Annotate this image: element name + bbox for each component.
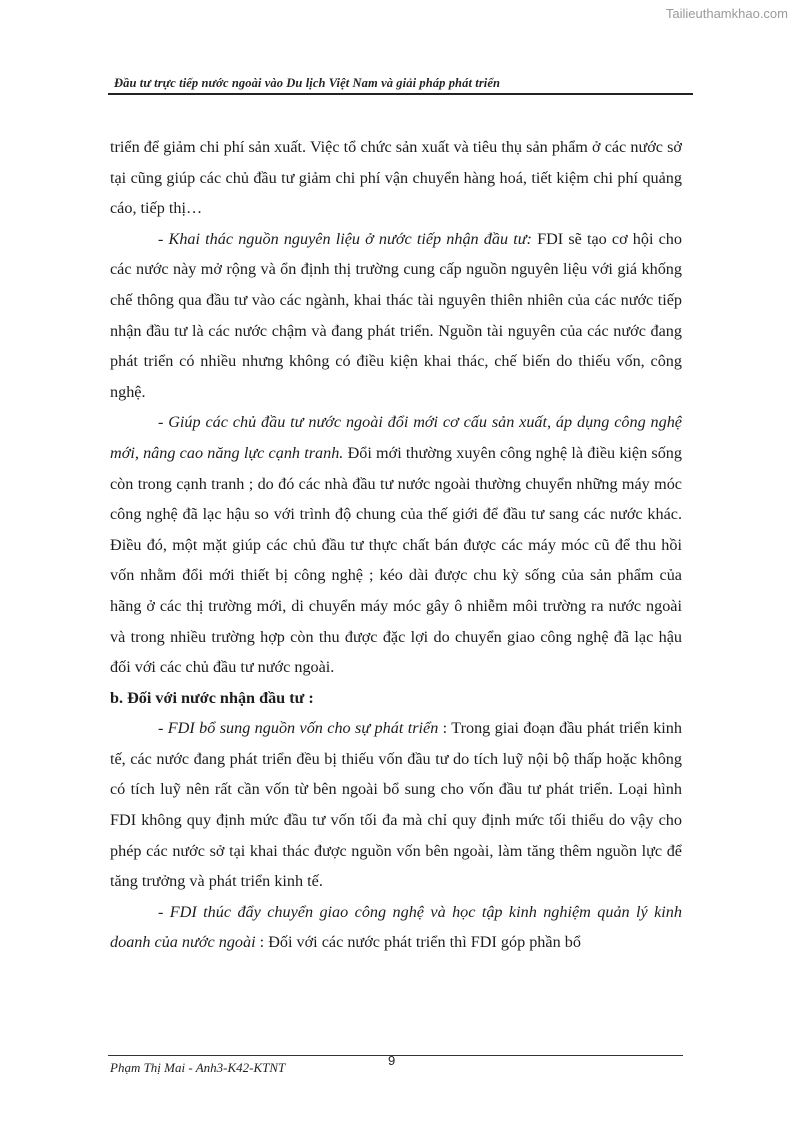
paragraph-4-text: : Trong giai đoạn đầu phát triển kinh tế, các nước đang phát triển đều bị thiếu vốn đầu tư do tích luỹ nội bộ thấp hoặc không có tích luỹ nên rất cần vốn từ bên ngoài bổ sung cho vốn đầu tư phát triển. Loại hình FDI không quy định mức đầu tư vốn tối đa mà chỉ quy định mức tối thiểu do vậy cho phép các nước sở tại khai thác được nguồn vốn bên ngoài, làm tăng thêm nguồn lực để tăng trưởng và phát triển kinh tế. <box>110 719 682 891</box>
section-b-title: b. Đối với nước nhận đầu tư : <box>110 688 314 707</box>
paragraph-4-heading: - FDI bổ sung nguồn vốn cho sự phát triển <box>158 719 439 738</box>
paragraph-2-heading: - Khai thác nguồn nguyên liệu ở nước tiếp nhận đầu tư: <box>158 229 532 248</box>
paragraph-2 <box>110 224 682 408</box>
page-number: 9 <box>388 1053 396 1068</box>
header-divider <box>108 93 693 95</box>
paragraph-4 <box>110 713 682 897</box>
footer-divider <box>108 1055 683 1056</box>
paragraph-3-text: Đổi mới thường xuyên công nghệ là điều kiện sống còn trong cạnh tranh ; do đó các nhà đầu tư nước ngoài thường chuyển những máy móc công nghệ đã lạc hậu so với trình độ chung của thế giới để đầu tư sang các nước khác. Điều đó, một mặt giúp các chủ đầu tư thực chất bán được các máy móc cũ để thu hồi vốn nhằm đổi mới thiết bị công nghệ ; kéo dài được chu kỳ sống của sản phẩm của hãng ở các thị trường mới, di chuyển máy móc gây ô nhiễm môi trường ra nước ngoài và trong nhiều trường hợp còn thu được đặc lợi do chuyển giao công nghệ đã lạc hậu đối với các chủ đầu tư nước ngoài. <box>110 443 682 677</box>
paragraph-5 <box>110 897 682 958</box>
paragraph-2-text: FDI sẽ tạo cơ hội cho các nước này mở rộng và ổn định thị trường cung cấp nguồn nguyên liệu với giá khống chế thông qua đầu tư vào các ngành, khai thác tài nguyên thiên nhiên của các nước tiếp nhận đầu tư là các nước chậm và đang phát triển. Nguồn tài nguyên của các nước đang phát triển có nhiều nhưng không có điều kiện khai thác, chế biến do thiếu vốn, công nghệ. <box>110 229 682 401</box>
section-b-heading <box>110 683 682 714</box>
watermark: Tailieuthamkhao.com <box>665 6 788 21</box>
running-header: Đầu tư trực tiếp nước ngoài vào Du lịch Việt Nam và giải pháp phát triển <box>114 76 501 90</box>
page-body <box>110 132 682 958</box>
paragraph-1: triển để giảm chi phí sản xuất. Việc tổ chức sản xuất và tiêu thụ sản phẩm ở các nước sở tại cũng giúp các chủ đầu tư giảm chi phí vận chuyển hàng hoá, tiết kiệm chi phí quảng cáo, tiếp thị… <box>110 138 682 218</box>
footer-author: Phạm Thị Mai - Anh3-K42-KTNT <box>110 1060 286 1075</box>
paragraph-3-heading: - Giúp các chủ đầu tư nước ngoài đổi mới cơ cấu sản xuất, áp dụng công nghệ mới, nâng cao năng lực cạnh tranh. <box>110 413 682 462</box>
paragraph-5-text: : Đối với các nước phát triển thì FDI góp phần bổ <box>255 933 581 952</box>
paragraph-3 <box>110 407 682 682</box>
paragraph-5-heading: - FDI thúc đẩy chuyển giao công nghệ và học tập kinh nghiệm quản lý kinh doanh của nước ngoài <box>110 902 682 952</box>
